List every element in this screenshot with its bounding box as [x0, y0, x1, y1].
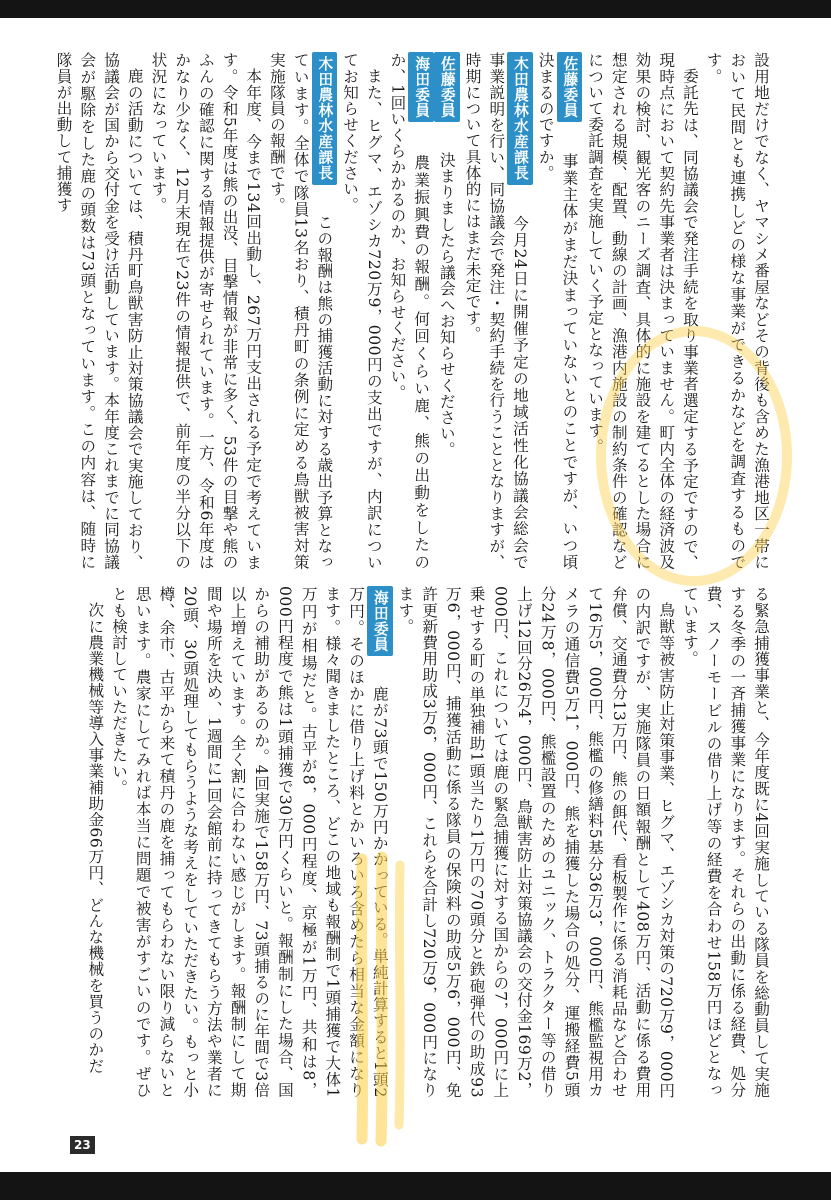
paragraph-text: 本年度、今まで134回出動し、267万円支出される予定で考えています。令和5年度は熊の出没、目撃情報が非常に多く、53件の目撃や熊のふんの確認に関する情報提供が寄せられています。一方、令和6年度はかなり少なく、12月末現在で23件の情報提供で、前年度の半分以下の状況になっています。 — [149, 52, 263, 570]
paragraph — [83, 586, 107, 1098]
speaker-label: 海田委員 — [408, 52, 434, 122]
paragraph-text: 次に農業機械等導入事業補助金66万円、どんな機械を買うのかだ — [86, 601, 105, 1074]
speaker-label: 木田農林水産課長 — [312, 52, 338, 185]
page-number: 23 — [70, 1136, 95, 1154]
paragraph — [677, 586, 772, 1098]
paragraph-text: る緊急捕獲事業と、今年度既に4回実施している隊員を総動員して実施する冬季の一斉捕獲事業になります。それらの出動に係る経費、処分費、スノーモービルの借り上げ等の経費を合わせ158万円ほどとなっています。 — [680, 586, 770, 1098]
paragraph-text: 事業主体がまだ決まっていないとのことですが、いつ頃決まるのですか。 — [536, 52, 579, 570]
lower-text-block — [60, 586, 772, 1098]
paragraph-text: 設用地だけでなく、ヤマシメ番屋などその背後も含めた漁港地区一帯において民間とも連携しどの様な事業ができるかなどを調査するものです。 — [704, 52, 770, 570]
speaker-label: 海田委員 — [367, 586, 393, 656]
paragraph — [582, 52, 701, 570]
paragraph — [533, 52, 582, 570]
paragraph — [460, 52, 533, 570]
top-border-bar — [0, 0, 831, 18]
bottom-border-bar — [0, 1172, 831, 1200]
paragraph-text: 鹿の活動については、積丹町鳥獣害防止対策協議会で実施しており、協議会が国から交付金を受け活動しています。本年度これまでに同協議会が駆除をした鹿の頭数は73頭となっています。この内容は、随時に隊員が出動して捕獲す — [54, 52, 144, 570]
paragraph-text: 委託先は、同協議会で発注手続を取り事業者選定する予定ですので、現時点において契約先事業者は決まっていません。町内全体の経済波及効果の検討、観光客のニーズ調査、具体的に施設を建てるとした場合に想定される規模、配置、動線の計画、漁港内施設の制約条件の確認などについて委託調査を実施していく予定となっています。 — [586, 52, 699, 570]
paragraph — [51, 52, 146, 570]
paragraph-text: 鳥獣等被害防止対策事業、ヒグマ、エゾシカ対策の720万9，000円の内訳ですが、実施隊員の日額報酬として408万円、活動に係る費用弁償、交通費分13万円、熊の餌代、看板製作に係る消耗品など合わせて16万5，000円、熊檻の修繕料5基分36万3，000円、熊檻監視用カメラの通信費5万1，000円、熊を捕獲した場合の処分、運搬経費5頭分24万8，000円、熊檻設置のためのユニック、トラクター等の借り上げ12回分26万4，000円、鳥獣害防止対策協議会の交付金169万2，000円、これについては鹿の緊急捕獲に対する国からの7，000円に上乗せする町の単独補助1頭当たり1万円の70頭分と鉄砲弾代の助成93万6，000円、捕獲活動に係る隊員の保険料の助成5万6，000円、免許更新費用助成3万6，000円、これらを合計し720万9，000円になります。 — [396, 586, 676, 1098]
paragraph — [385, 52, 434, 570]
speaker-label: 佐藤委員 — [434, 52, 460, 122]
paragraph-text: 今月24日に開催予定の地域活性化協議会総会で事業説明を行い、同協議会で発注・契約手続を行うこととなりますが、時期について具体的にはまだ未定です。 — [463, 52, 529, 570]
paragraph — [434, 52, 460, 570]
paragraph — [393, 586, 677, 1098]
upper-text-block — [54, 52, 772, 571]
paragraph-text: また、ヒグマ、エゾシカ720万9，000円の支出ですが、内訳についてお知らせください。 — [341, 52, 383, 570]
speaker-label: 木田農林水産課長 — [507, 52, 533, 185]
paragraph — [337, 52, 384, 570]
paragraph — [264, 52, 337, 570]
speaker-label: 佐藤委員 — [557, 52, 583, 122]
paragraph — [146, 52, 265, 570]
paragraph-text: 鹿が73頭で150万円かかっている。単純計算すると1頭2万円。そのほかに借り上げ料とかいろいろ含めたら相当な金額になります。様々聞きましたところ、どこの地域も報酬制で1頭捕獲で大体1万円が相場だと。古平が8，000円程度、京極が1万円、共和は8，000円程度で熊は1頭捕獲で30万円くらいと。報酬制にした場合、国からの補助があるのか。4回実施で158万円、73頭捕るのに年間で3倍以上増えています。全く割に合わない感じがします。報酬制にして期間や場所を決め、1週間に1回会館前に持ってきてもらう方法や業者に20頭、30頭処理してもらうような考えをしていただきたい。もっと小樽、余市、古平から来て積丹の鹿を捕ってもらわない限り減らないと思います。農家にしてみれば本当に問題で被害がすごいのです。ぜひとも検討していただきたい。 — [110, 586, 389, 1098]
paragraph-text: 農業振興費の報酬。何回くらい鹿、熊の出動をしたのか、1回いくらかかるのか、お知らせください。 — [388, 52, 431, 570]
paragraph — [106, 586, 392, 1098]
paragraph-text: この報酬は熊の捕獲活動に対する歳出予算となっています。全体で隊員13名おり、積丹町の条例に定める鳥獣被害対策実施隊員の報酬です。 — [267, 52, 334, 571]
paragraph — [701, 52, 772, 570]
paragraph-text: 決まりましたら議会へお知らせください。 — [437, 151, 456, 458]
